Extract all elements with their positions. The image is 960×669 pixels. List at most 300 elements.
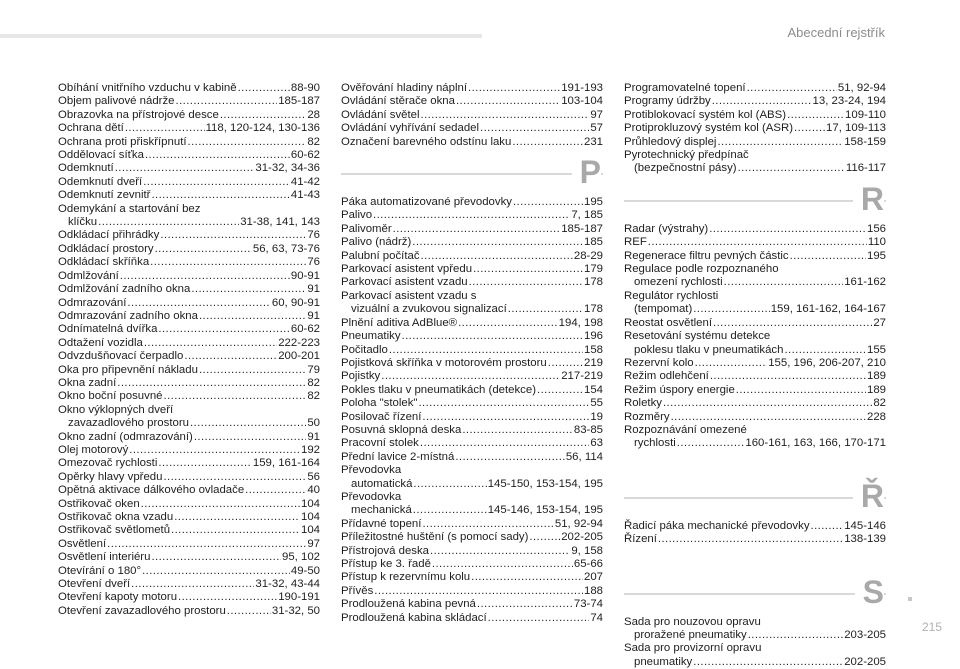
dot-leader <box>125 122 205 135</box>
index-entry <box>341 250 603 263</box>
index-entry <box>341 411 603 424</box>
index-entry <box>58 390 320 403</box>
index-entry-pages: 217-219 <box>561 370 603 383</box>
index-entry-term: Okno boční posuvné <box>58 390 163 403</box>
index-entry-pages: 82 <box>873 397 886 410</box>
index-entry <box>624 109 886 122</box>
index-entry-heading: Převodovka <box>341 464 402 477</box>
index-entry-heading: Resetování systému detekce <box>624 330 771 343</box>
index-entry-term: Ostřikovač oken <box>58 497 140 510</box>
index-entry-term: Režim úspory energie <box>624 383 735 396</box>
dot-leader <box>537 384 583 397</box>
dot-leader <box>115 162 255 175</box>
dot-leader <box>462 424 573 437</box>
index-entry <box>341 451 603 464</box>
index-entry <box>341 209 603 222</box>
index-entry-pages: 185-187 <box>278 95 320 108</box>
dot-leader <box>748 629 843 642</box>
index-entry-term: Řadicí páka mechanické převodovky <box>624 519 810 532</box>
index-entry-pages: 155 <box>866 343 886 356</box>
index-entry-pages: 60-62 <box>290 149 320 162</box>
index-entry-pages: 88-90 <box>290 82 320 94</box>
index-entry <box>58 122 320 135</box>
index-entry <box>58 417 320 430</box>
dot-leader <box>98 216 239 229</box>
index-entry-term: Přístup ke 3. řadě <box>341 558 431 570</box>
index-entry-heading: Sada pro provizorní opravu <box>624 642 762 655</box>
index-entry-pages: 27 <box>873 316 886 329</box>
index-entry-pages: 158-159 <box>844 135 886 148</box>
index-entry-term: Přívěs <box>341 584 374 597</box>
dot-leader <box>663 397 872 410</box>
index-entry-term: Označení barevného odstínu laku <box>341 135 512 148</box>
index-entry-term: Palubní počítač <box>341 249 420 262</box>
dot-leader <box>188 136 307 149</box>
dot-leader <box>787 109 844 122</box>
index-entry-heading: Rozpoznávání omezené <box>624 423 747 436</box>
index-entry-term: Odkládací prostory <box>58 242 154 255</box>
index-entry-term: vizuální a zvukovou signalizací <box>351 303 507 316</box>
dot-leader <box>190 417 306 430</box>
index-entry <box>58 364 320 377</box>
dot-leader <box>712 95 812 108</box>
index-column-3 <box>624 82 886 669</box>
index-entry-term: Odtažení vozidla <box>58 336 143 349</box>
index-entry-pages: 73-74 <box>573 598 603 611</box>
index-column-1 <box>58 82 320 618</box>
index-entry-term: omezení rychlosti <box>634 276 723 289</box>
index-entry <box>341 437 603 450</box>
index-entry <box>58 109 320 122</box>
index-entry-term: mechanická <box>351 504 412 517</box>
index-entry <box>58 431 320 444</box>
index-entry <box>58 605 320 618</box>
index-entry-pages: 154 <box>583 383 603 396</box>
index-entry-term: automatická <box>351 477 413 490</box>
index-entry <box>624 629 886 642</box>
index-entry-term: Ovládání vyhřívání sedadel <box>341 122 480 135</box>
index-entry <box>624 656 886 669</box>
index-entry-term: Ovládání světel <box>341 108 420 121</box>
index-entry-pages: 145-146 <box>844 519 886 532</box>
dot-leader <box>227 605 271 618</box>
dot-leader <box>468 82 560 95</box>
dot-leader <box>238 82 290 95</box>
index-entry-term: Prodloužená kabina skládací <box>341 611 487 624</box>
index-entry-pages: 159, 161-162, 164-167 <box>770 303 886 316</box>
dot-leader <box>677 437 745 450</box>
index-entry-term: Parkovací asistent vpředu <box>341 263 473 276</box>
index-entry-term: Odmlžování <box>58 269 119 282</box>
index-entry-pages: 196 <box>583 330 603 343</box>
index-entry-term: Pracovní stolek <box>341 437 419 450</box>
index-entry <box>341 196 603 209</box>
index-entry <box>58 243 320 256</box>
index-entry-pages: 57 <box>590 122 603 135</box>
index-entry-pages: 41-43 <box>290 189 320 202</box>
index-entry-term: Regenerace filtru pevných částic <box>624 249 789 262</box>
index-entry-pages: 19 <box>590 410 603 423</box>
index-entry-pages: 91 <box>307 309 320 322</box>
index-entry-pages: 56, 114 <box>565 450 603 463</box>
index-entry <box>341 518 603 531</box>
dot-leader <box>469 276 583 289</box>
index-entry-term: Odvzdušňovací čerpadlo <box>58 350 184 363</box>
index-entry <box>341 558 603 571</box>
index-entry-term: Průhledový displej <box>624 135 717 148</box>
index-entry <box>341 344 603 357</box>
dot-leader <box>199 364 306 377</box>
index-entry-pages: 56 <box>307 470 320 483</box>
index-entry-pages: 203-205 <box>844 628 886 641</box>
section-letter-p <box>341 154 603 190</box>
index-entry-pages: 109-110 <box>845 108 886 121</box>
index-entry-term: Pokles tlaku v pneumatikách (detekce) <box>341 383 537 396</box>
index-entry <box>624 344 886 357</box>
index-entry <box>58 498 320 511</box>
index-entry <box>58 189 320 202</box>
dot-leader <box>513 196 583 209</box>
dot-leader <box>412 236 583 249</box>
index-entry <box>58 162 320 175</box>
dot-leader <box>430 545 570 558</box>
index-column-2 <box>341 82 603 625</box>
index-entry <box>624 357 886 370</box>
index-entry <box>341 424 603 437</box>
index-entry <box>624 250 886 263</box>
index-entry-pages: 189 <box>866 383 886 396</box>
index-entry-term: Posuvná sklopná deska <box>341 423 462 436</box>
index-entry <box>624 303 886 316</box>
index-entry-pages: 31-38, 141, 143 <box>240 216 320 229</box>
index-entry-term: Opěrky hlavy vpředu <box>58 470 163 483</box>
index-entry-pages: 178 <box>583 303 603 316</box>
dot-leader <box>693 303 769 316</box>
index-entry-heading: Pyrotechnický předpínač <box>624 149 749 162</box>
entries-p-continued <box>624 82 886 176</box>
index-entry-term: Odmrazování <box>58 296 127 309</box>
index-entry <box>341 478 603 491</box>
dot-leader <box>158 323 289 336</box>
index-entry-pages: 195 <box>866 249 886 262</box>
index-entry <box>341 263 603 276</box>
index-entry-term: Objem palivové nádrže <box>58 95 175 108</box>
index-entry-term: Plnění aditiva AdBlue® <box>341 316 458 329</box>
index-entry <box>58 538 320 551</box>
index-entry-pages: 74 <box>590 611 603 624</box>
index-entry-term: Odnímatelná dvířka <box>58 323 158 336</box>
index-entry <box>58 484 320 497</box>
index-entry-term: Okno zadní (odmrazování) <box>58 430 193 443</box>
dot-leader <box>174 511 300 524</box>
index-entry <box>624 122 886 135</box>
index-entry-term: Pojistková skříňka v motorovém prostoru <box>341 356 547 369</box>
index-entry-term: Rezervní kolo <box>624 356 694 369</box>
dot-leader <box>374 585 583 598</box>
index-entry <box>341 317 603 330</box>
dot-leader <box>432 558 573 571</box>
index-entry-pages: 158 <box>583 343 603 356</box>
dot-leader <box>171 524 300 537</box>
dot-leader <box>143 176 290 189</box>
index-entry <box>624 533 886 546</box>
index-entry-term: Pneumatiky <box>341 330 401 343</box>
dot-leader <box>199 310 306 323</box>
dot-leader <box>220 109 307 122</box>
index-entry-pages: 97 <box>307 537 320 550</box>
dot-leader <box>784 344 866 357</box>
index-entry <box>624 437 886 450</box>
dot-leader <box>413 478 486 491</box>
index-entry-pages: 83-85 <box>573 423 603 436</box>
section-letter: R <box>853 181 884 217</box>
index-entry <box>58 350 320 363</box>
index-entry-term: zavazadlového prostoru <box>68 417 189 430</box>
index-entry-term: Olej motorový <box>58 443 129 456</box>
index-entry-term: Rozměry <box>624 410 670 423</box>
dot-leader <box>695 357 768 370</box>
index-entry <box>624 82 886 95</box>
index-entry-term: Osvětlení <box>58 537 107 550</box>
index-entry <box>624 370 886 383</box>
index-entry-term: pneumatiky <box>634 655 693 668</box>
dot-leader <box>150 256 306 269</box>
index-entry-term: Ostřikovač okna vzadu <box>58 511 174 523</box>
index-entry-pages: 60, 90-91 <box>271 296 320 309</box>
index-entry-term: Omezovač rychlosti <box>58 457 158 470</box>
index-entry-term: Otevření zavazadlového prostoru <box>58 604 226 617</box>
index-entry-pages: 178 <box>583 276 603 289</box>
dot-leader <box>736 384 866 397</box>
index-entry-pages: 103-104 <box>561 95 603 108</box>
dot-leader <box>155 243 252 256</box>
index-entry <box>624 276 886 289</box>
index-entry <box>341 95 603 108</box>
dot-leader <box>129 444 300 457</box>
index-entry <box>624 236 886 249</box>
index-entry-pages: 231 <box>583 135 603 148</box>
dot-leader <box>422 518 553 531</box>
dot-leader <box>194 431 306 444</box>
index-entry-term: Odemknutí dveří <box>58 175 143 188</box>
index-entry <box>624 223 886 236</box>
entries-o-continued <box>341 82 603 149</box>
dot-leader <box>710 370 866 383</box>
dot-leader <box>402 330 583 343</box>
index-entry-term: Odemknutí <box>58 162 114 175</box>
index-entry-term: klíčku <box>68 216 98 229</box>
index-entry-heading: Regulátor rychlosti <box>624 289 719 302</box>
dot-leader <box>144 337 277 350</box>
index-entry-pages: 17, 109-113 <box>826 122 886 135</box>
page-title: Abecední rejstřík <box>787 25 885 40</box>
index-entry-pages: 31-32, 50 <box>271 604 320 617</box>
section-letter-s <box>624 574 886 610</box>
index-entry-heading: Převodovka <box>341 490 402 503</box>
dot-leader <box>693 656 843 669</box>
index-entry <box>341 531 603 544</box>
index-entry-term: Páka automatizované převodovky <box>341 196 512 209</box>
dot-leader <box>141 498 300 511</box>
section-divider <box>341 173 603 175</box>
index-entry-pages: 159, 161-164 <box>252 457 320 470</box>
dot-leader <box>724 276 844 289</box>
dot-leader <box>794 122 825 135</box>
index-entry-term: Odmrazování zadního okna <box>58 309 198 322</box>
dot-leader <box>648 236 867 249</box>
index-entry-term: poklesu tlaku v pneumatikách <box>634 343 784 356</box>
index-entry-term: Přídavné topení <box>341 517 422 530</box>
section-letter-r-caron <box>624 478 886 514</box>
index-entry <box>58 149 320 162</box>
dot-leader <box>671 411 866 424</box>
index-entry <box>624 411 886 424</box>
index-entry <box>341 612 603 625</box>
dot-leader <box>790 250 866 263</box>
index-entry <box>341 545 603 558</box>
index-entry <box>58 524 320 537</box>
index-entry <box>58 270 320 283</box>
index-entry <box>58 310 320 323</box>
index-entry-pages: 97 <box>590 108 603 121</box>
index-entry-pages: 118, 120-124, 130-136 <box>205 122 320 135</box>
section-divider <box>624 497 886 499</box>
index-entry-heading: Parkovací asistent vzadu s <box>341 289 477 302</box>
index-entry-term: Otevření dveří <box>58 578 131 591</box>
index-entry <box>341 109 603 122</box>
index-entry-term: Otevření kapoty motoru <box>58 591 178 604</box>
dot-leader <box>176 95 278 108</box>
index-entry <box>624 317 886 330</box>
section-letter: Ř <box>853 478 884 514</box>
index-entry-pages: 76 <box>307 229 320 242</box>
index-entry-term: Ochrana dětí <box>58 122 124 135</box>
index-entry-term: Reostat osvětlení <box>624 316 713 329</box>
index-entry-pages: 160-161, 163, 166, 170-171 <box>745 437 886 450</box>
index-entry <box>58 256 320 269</box>
index-entry-pages: 200-201 <box>278 350 320 363</box>
dot-leader <box>480 122 589 135</box>
index-entry <box>58 95 320 108</box>
index-entry-term: Radar (výstrahy) <box>624 222 709 235</box>
index-entry-pages: 185-187 <box>561 222 603 235</box>
index-entry-term: Odmlžování zadního okna <box>58 283 191 296</box>
dot-leader <box>456 95 560 108</box>
index-entry-term: Ochrana proti přiskřípnutí <box>58 135 187 148</box>
index-entry <box>58 323 320 336</box>
index-entry-pages: 110 <box>867 236 886 249</box>
index-entry <box>341 384 603 397</box>
section-letter: S <box>855 574 884 610</box>
index-entry-pages: 28 <box>307 108 320 121</box>
entries-r-caron <box>624 520 886 547</box>
index-entry-term: Příležitostné huštění (s pomocí sady) <box>341 531 529 544</box>
dot-leader <box>151 551 281 564</box>
index-entry <box>341 357 603 370</box>
index-entry-heading: Okno výklopných dveří <box>58 403 174 416</box>
index-entry <box>341 504 603 517</box>
dot-leader <box>184 350 277 363</box>
index-entry-term: Programovatelné topení <box>624 82 746 94</box>
entries-s <box>624 616 886 669</box>
index-entry <box>341 585 603 598</box>
index-entry-pages: 50 <box>307 417 320 430</box>
index-entry <box>624 162 886 175</box>
index-entry <box>58 578 320 591</box>
index-entry-term: Režim odlehčení <box>624 370 709 383</box>
index-entry-pages: 82 <box>307 135 320 148</box>
dot-leader <box>548 357 583 370</box>
index-entry-term: Přední lavice 2-místná <box>341 450 455 463</box>
index-entry-pages: 55 <box>590 397 603 410</box>
index-entry-pages: 76 <box>307 256 320 269</box>
index-entry <box>624 397 886 410</box>
dot-leader <box>458 317 558 330</box>
dot-leader <box>658 533 843 546</box>
index-entry-pages: 91 <box>307 283 320 296</box>
index-entry-pages: 91 <box>307 430 320 443</box>
index-entry-term: Obrazovka na přístrojové desce <box>58 108 219 121</box>
index-entry-term: Prodloužená kabina pevná <box>341 598 476 611</box>
index-entry-term: Posilovač řízení <box>341 410 422 423</box>
index-entry <box>341 82 603 95</box>
dot-leader <box>455 451 565 464</box>
dot-leader <box>158 457 251 470</box>
section-letter-r <box>624 181 886 217</box>
index-entry <box>58 297 320 310</box>
index-entry <box>341 303 603 316</box>
index-entry-term: Odkládací přihrádky <box>58 229 160 242</box>
index-entry <box>58 591 320 604</box>
index-entry <box>341 598 603 611</box>
index-entry-pages: 207 <box>583 571 603 584</box>
index-entry <box>341 571 603 584</box>
dot-leader <box>245 484 306 497</box>
index-entry-pages: 228 <box>866 410 886 423</box>
entries-r <box>624 223 886 451</box>
index-entry-pages: 185 <box>583 236 603 249</box>
dot-leader <box>508 303 583 316</box>
index-entry-pages: 65-66 <box>573 558 603 570</box>
dot-leader <box>145 149 290 162</box>
dot-leader <box>413 504 487 517</box>
index-entry-term: Oddělovací síťka <box>58 149 144 162</box>
index-entry-pages: 222-223 <box>278 336 320 349</box>
index-entry-term: Palivoměr <box>341 222 392 235</box>
index-entry-pages: 104 <box>300 511 320 523</box>
index-entry-term: Poloha "stolek" <box>341 397 418 410</box>
index-entry-pages: 161-162 <box>844 276 886 289</box>
index-entry-pages: 28-29 <box>573 249 603 262</box>
index-entry-term: Ověřování hladiny náplní <box>341 82 468 94</box>
index-entry <box>58 229 320 242</box>
index-entry-pages: 41-42 <box>290 175 320 188</box>
index-entry-pages: 219 <box>583 356 603 369</box>
dot-leader <box>529 531 560 544</box>
index-entry <box>624 136 886 149</box>
index-entry-term: proražené pneumatiky <box>634 628 747 641</box>
index-entry-term: Parkovací asistent vzadu <box>341 276 468 289</box>
index-entry-pages: 156 <box>866 222 886 235</box>
index-entry-pages: 90-91 <box>290 269 320 282</box>
index-entry-pages: 104 <box>300 497 320 510</box>
dot-leader <box>477 598 573 611</box>
section-letter: P <box>572 154 601 190</box>
index-entry <box>341 397 603 410</box>
index-entry-pages: 155, 196, 206-207, 210 <box>768 356 886 369</box>
index-entry-term: (tempomat) <box>634 303 693 316</box>
dot-leader <box>747 82 837 95</box>
